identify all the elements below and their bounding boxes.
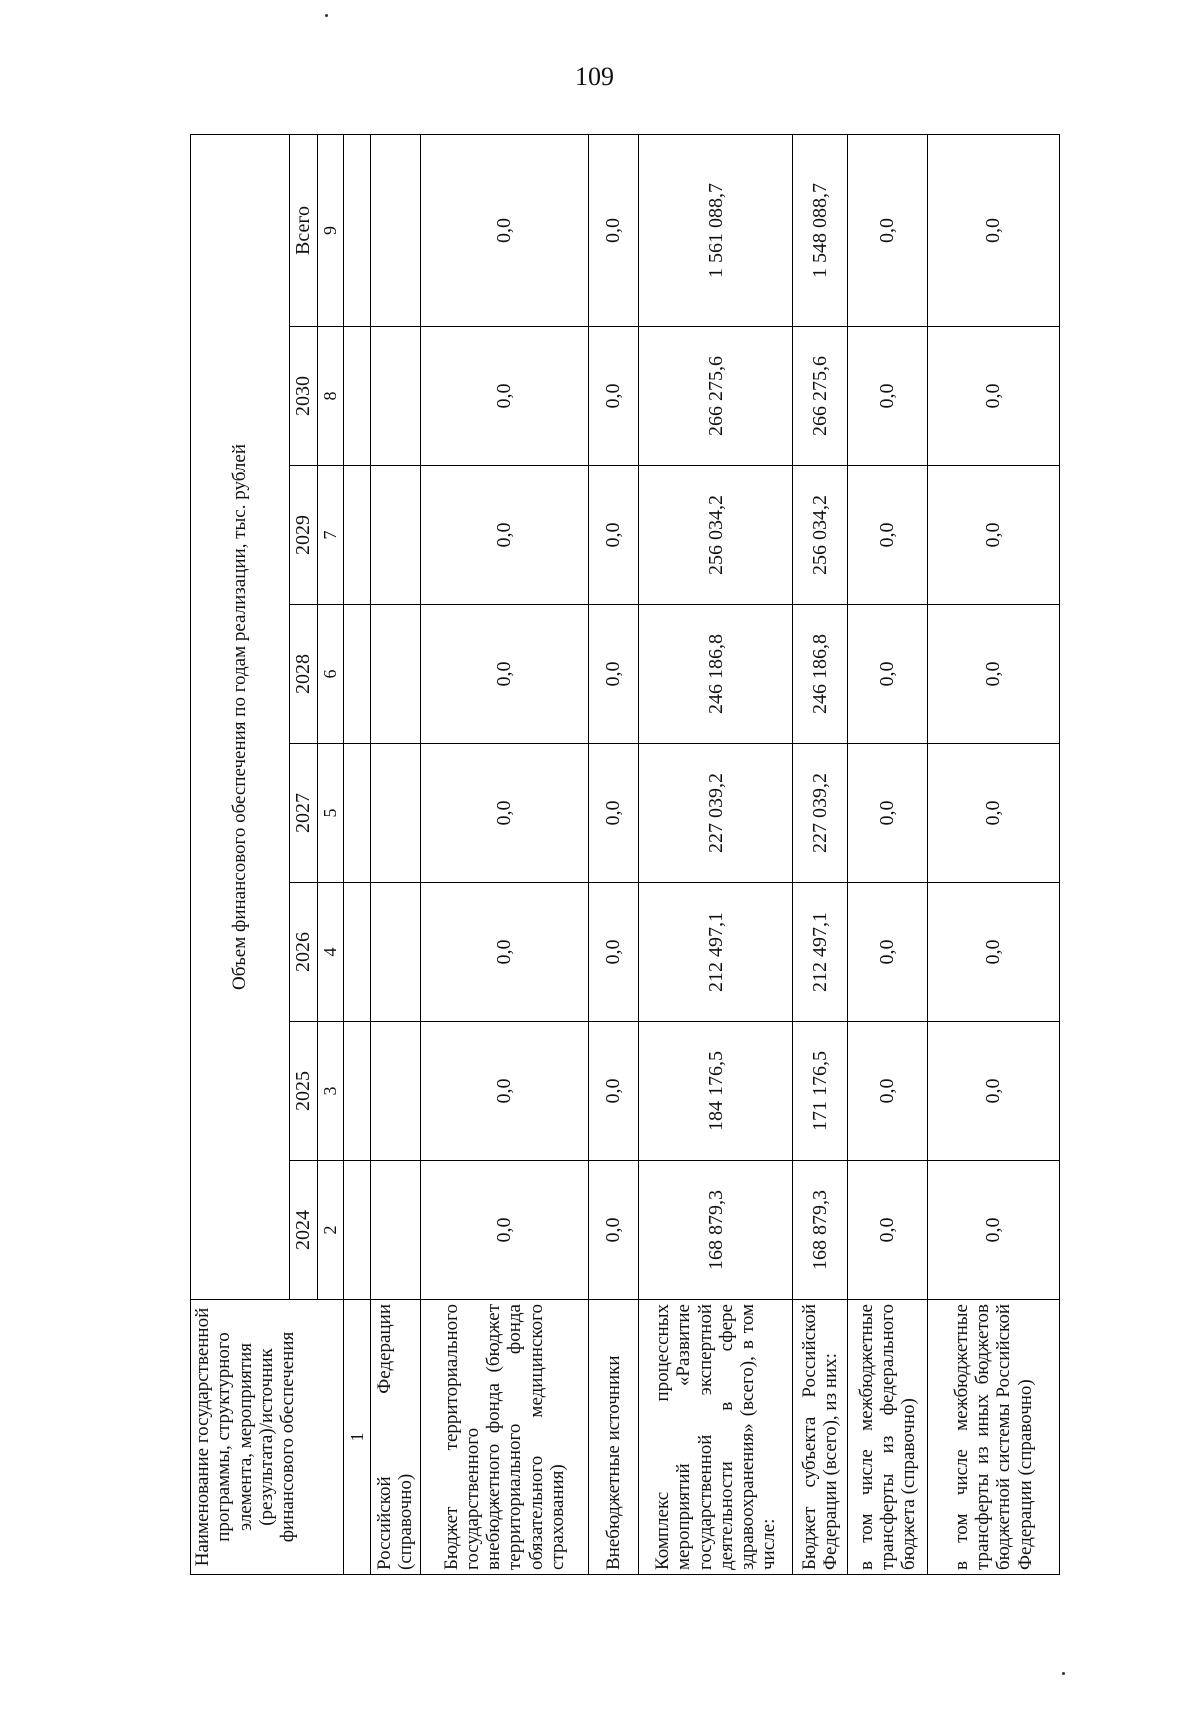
empty-cell xyxy=(344,1022,370,1161)
year-cell: 2029 xyxy=(290,466,318,605)
value-cell xyxy=(370,466,421,605)
column-number-cell: 3 xyxy=(317,1022,343,1161)
value-cell: 0,0 xyxy=(588,883,639,1022)
row-label: Бюджет территориального государственного внебюджетного фонда (бюджет территориального фонда обязательного медицинского страхования) xyxy=(421,1300,588,1575)
value-cell: 0,0 xyxy=(927,883,1059,1022)
value-cell: 0,0 xyxy=(588,327,639,466)
value-cell: 168 879,3 xyxy=(793,1161,848,1300)
value-cell: 0,0 xyxy=(588,134,639,326)
empty-cell xyxy=(344,1161,370,1300)
column-number-cell: 7 xyxy=(317,466,343,605)
year-cell: 2025 xyxy=(290,1022,318,1161)
header-name-cell: Наименование государственной программы, структурного элемента, мероприятия (результата)/источник финансового обеспечения xyxy=(191,1300,344,1575)
empty-cell xyxy=(344,327,370,466)
value-cell: 246 186,8 xyxy=(639,605,793,744)
row-label: Российской Федерации (справочно) xyxy=(370,1300,421,1575)
scan-speck xyxy=(1062,1672,1065,1675)
value-cell: 0,0 xyxy=(421,466,588,605)
row-label: Внебюджетные источники xyxy=(588,1300,639,1575)
value-cell: 1 548 088,7 xyxy=(793,134,848,326)
value-cell: 171 176,5 xyxy=(793,1022,848,1161)
value-cell: 0,0 xyxy=(421,134,588,326)
empty-cell xyxy=(344,883,370,1022)
value-cell: 0,0 xyxy=(848,883,927,1022)
empty-cell xyxy=(344,466,370,605)
value-cell: 0,0 xyxy=(588,744,639,883)
value-cell xyxy=(370,744,421,883)
value-cell: 0,0 xyxy=(848,1161,927,1300)
table-row xyxy=(848,134,927,1574)
value-cell: 0,0 xyxy=(421,605,588,744)
column-number-row-first xyxy=(344,134,370,1574)
year-cell: 2026 xyxy=(290,883,318,1022)
empty-cell xyxy=(344,134,370,326)
scan-speck xyxy=(325,14,328,17)
column-number-cell: 1 xyxy=(344,1300,370,1575)
value-cell: 0,0 xyxy=(421,327,588,466)
value-cell: 227 039,2 xyxy=(639,744,793,883)
value-cell: 212 497,1 xyxy=(639,883,793,1022)
value-cell: 0,0 xyxy=(588,1161,639,1300)
value-cell: 0,0 xyxy=(927,605,1059,744)
value-cell: 168 879,3 xyxy=(639,1161,793,1300)
value-cell: 0,0 xyxy=(848,466,927,605)
table-row xyxy=(927,134,1059,1574)
value-cell: 0,0 xyxy=(588,605,639,744)
column-number-cell: 4 xyxy=(317,883,343,1022)
year-cell: 2024 xyxy=(290,1161,318,1300)
rotated-financing-table xyxy=(190,135,1060,1575)
value-cell: 0,0 xyxy=(927,1161,1059,1300)
value-cell xyxy=(370,1022,421,1161)
empty-cell xyxy=(344,744,370,883)
value-cell: 184 176,5 xyxy=(639,1022,793,1161)
value-cell: 0,0 xyxy=(927,466,1059,605)
value-cell: 212 497,1 xyxy=(793,883,848,1022)
empty-cell xyxy=(344,605,370,744)
value-cell: 0,0 xyxy=(848,744,927,883)
financing-table xyxy=(190,134,1060,1575)
value-cell: 0,0 xyxy=(421,1022,588,1161)
value-cell: 0,0 xyxy=(588,1022,639,1161)
column-number-cell: 2 xyxy=(317,1161,343,1300)
value-cell: 1 561 088,7 xyxy=(639,134,793,326)
row-label: Бюджет субъекта Российской Федерации (всего), из них: xyxy=(793,1300,848,1575)
value-cell xyxy=(370,883,421,1022)
value-cell: 0,0 xyxy=(848,1022,927,1161)
value-cell: 227 039,2 xyxy=(793,744,848,883)
header-volume-cell: Объем финансового обеспечения по годам реализации, тыс. рублей xyxy=(191,134,290,1299)
row-label: в том числе межбюджетные трансферты из иных бюджетов бюджетной системы Российской Федерации (справочно) xyxy=(927,1300,1059,1575)
value-cell: 0,0 xyxy=(927,1022,1059,1161)
value-cell: 0,0 xyxy=(421,744,588,883)
year-cell: 2030 xyxy=(290,327,318,466)
value-cell: 256 034,2 xyxy=(793,466,848,605)
year-cell: 2028 xyxy=(290,605,318,744)
value-cell: 266 275,6 xyxy=(639,327,793,466)
value-cell: 0,0 xyxy=(848,327,927,466)
value-cell: 266 275,6 xyxy=(793,327,848,466)
value-cell: 0,0 xyxy=(848,605,927,744)
table-row xyxy=(421,134,588,1574)
column-number-cell: 8 xyxy=(317,327,343,466)
value-cell: 0,0 xyxy=(421,1161,588,1300)
table-row xyxy=(793,134,848,1574)
value-cell: 0,0 xyxy=(588,466,639,605)
value-cell: 0,0 xyxy=(927,744,1059,883)
value-cell: 0,0 xyxy=(848,134,927,326)
value-cell: 256 034,2 xyxy=(639,466,793,605)
row-label: в том числе межбюджетные трансферты из федерального бюджета (справочно) xyxy=(848,1300,927,1575)
row-label: Комплекс процессных мероприятий «Развитие государственной экспертной деятельности в сфере здравоохранения» (всего), в том числе: xyxy=(639,1300,793,1575)
column-number-cell: 6 xyxy=(317,605,343,744)
table-row xyxy=(588,134,639,1574)
column-number-cell: 9 xyxy=(317,134,343,326)
year-cell: Всего xyxy=(290,134,318,326)
value-cell xyxy=(370,605,421,744)
value-cell xyxy=(370,1161,421,1300)
page-number: 109 xyxy=(575,62,614,91)
value-cell xyxy=(370,327,421,466)
table-row xyxy=(370,134,421,1574)
column-number-cell: 5 xyxy=(317,744,343,883)
value-cell: 0,0 xyxy=(421,883,588,1022)
year-cell: 2027 xyxy=(290,744,318,883)
value-cell xyxy=(370,134,421,326)
value-cell: 246 186,8 xyxy=(793,605,848,744)
header-row xyxy=(191,134,290,1574)
value-cell: 0,0 xyxy=(927,134,1059,326)
value-cell: 0,0 xyxy=(927,327,1059,466)
table-row xyxy=(639,134,793,1574)
